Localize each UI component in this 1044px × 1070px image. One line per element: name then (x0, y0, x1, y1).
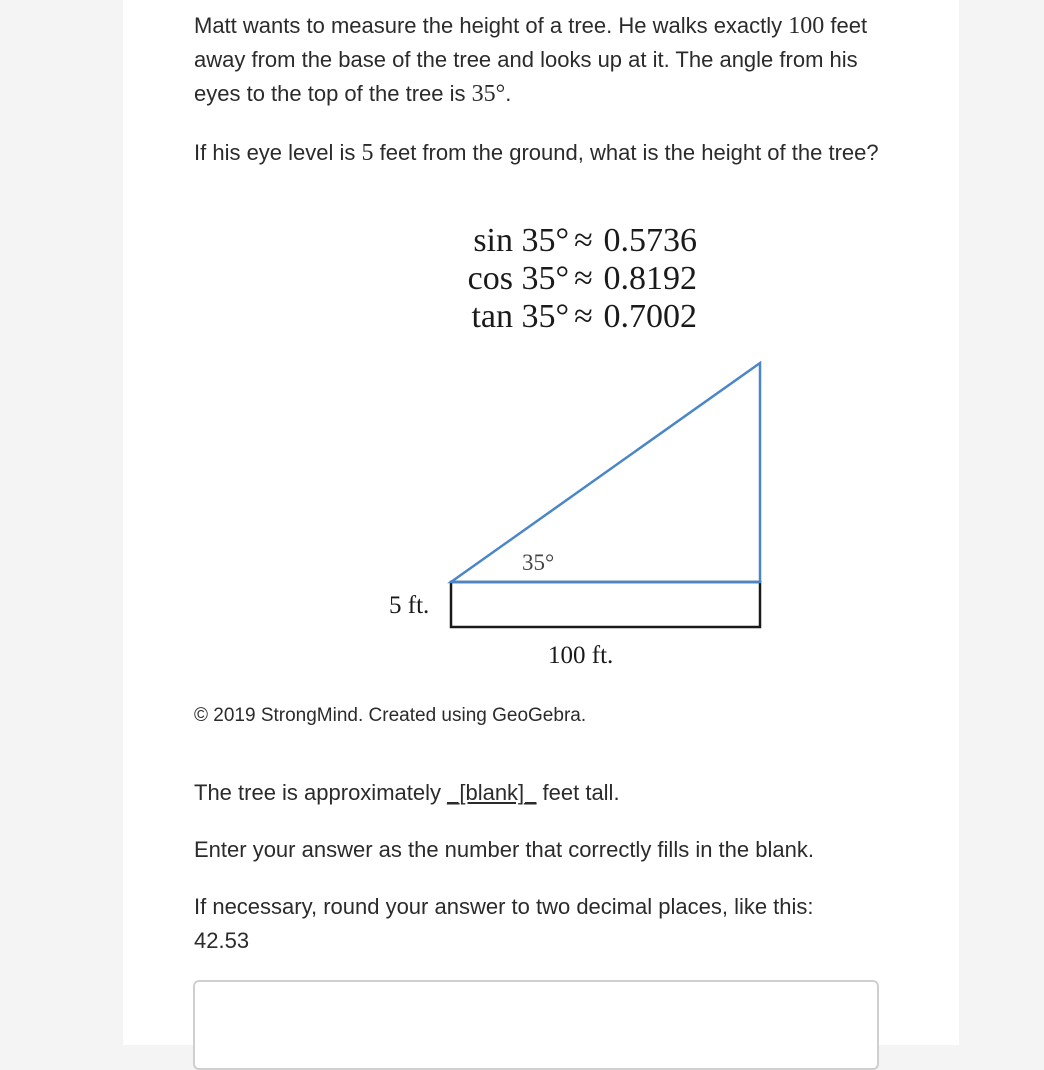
eye-level-box (451, 582, 760, 627)
rounding-example: 42.53 (194, 928, 250, 953)
tree-diagram (123, 340, 959, 680)
question-paragraph-1: Matt wants to measure the height of a tree. He walks exactly 100 feet away from the base of the tree and looks up at it. The angle from his eyes to the top of the tree is 35°. (194, 13, 868, 107)
trig-values (413, 222, 697, 336)
trig-row-cos: cos 35° ≈ 0.8192 (467, 260, 697, 297)
angle-value: 35° (471, 81, 506, 107)
trig-row-tan: tan 35° ≈ 0.7002 (471, 298, 697, 335)
answer-input[interactable] (193, 980, 879, 1070)
question-card (123, 0, 959, 1045)
angle-label: 35° (522, 550, 555, 575)
question-paragraph-2: If his eye level is 5 feet from the ground, what is the height of the tree? (194, 140, 879, 166)
triangle (451, 363, 760, 582)
distance-label: 100 ft. (548, 642, 614, 669)
answer-prompt: The tree is approximately _[blank]_ feet tall. (194, 780, 620, 805)
copyright: © 2019 StrongMind. Created using GeoGebra. (194, 705, 587, 726)
height-label: 5 ft. (389, 592, 430, 619)
rounding-text: If necessary, round your answer to two decimal places, like this: 42.53 (194, 894, 814, 953)
eye-level-value: 5 (361, 140, 374, 166)
distance-value: 100 (788, 13, 825, 39)
trig-row-sin: sin 35° ≈ 0.5736 (473, 222, 697, 259)
blank-marker: _[blank]_ (447, 780, 537, 805)
instruction-text: Enter your answer as the number that correctly fills in the blank. (194, 837, 814, 862)
